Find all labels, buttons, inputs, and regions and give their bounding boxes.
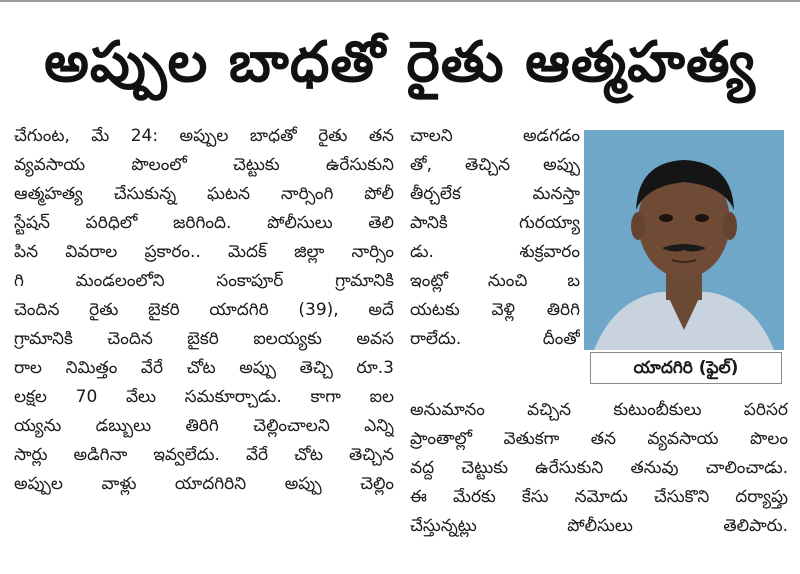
article-line: అనుమానం వచ్చిన కుటుంబీకులు పరిసర <box>410 400 788 420</box>
photo-caption: యాదగిరి (ఫైల్) <box>590 352 782 384</box>
article-line: పానికి గురయ్యా <box>410 213 580 233</box>
article-line: డు. శుక్రవారం <box>410 242 580 262</box>
top-rule <box>0 0 800 8</box>
article-line: ఈ మేరకు కేసు నమోదు చేసుకొని దర్యాప్తు <box>410 487 788 507</box>
article-line: లక్షల 70 వేలు సమకూర్చాడు. కాగా ఐల <box>14 387 394 407</box>
article-line: యటకు వెళ్లి తిరిగి <box>410 300 580 320</box>
article-line: ప్రాంతాల్లో వెతుకగా తన వ్యవసాయ పొలం <box>410 429 788 449</box>
article-line: చేస్తున్నట్లు పోలీసులు తెలిపారు. <box>410 516 788 536</box>
article-line: గి మండలంలోని సంకాపూర్ గ్రామానికి <box>14 271 394 291</box>
article-line: అప్పుల వాళ్లు యాదగిరిని అప్పు చెల్లిం <box>14 474 394 494</box>
portrait-illustration <box>584 130 784 350</box>
article-line: రాల నిమిత్తం వేరే చోట అప్పు తెచ్చి రూ.3 <box>14 358 394 378</box>
article-middle-column <box>410 122 580 354</box>
article-bottom-column <box>410 396 788 541</box>
article-line: చెందిన రైతు బైకరి యాదగిరి (39), అదే <box>14 300 394 320</box>
photo-frame <box>584 130 784 350</box>
headline: అప్పుల బాధతో రైతు ఆత్మహత్య <box>44 30 756 95</box>
farmer-photo <box>584 130 784 350</box>
article-line: య్యను డబ్బులు తిరిగి చెల్లించాలని ఎన్ని <box>14 416 394 436</box>
article-line: వద్ద చెట్టుకు ఉరేసుకుని తనువు చాలించాడు. <box>410 458 788 478</box>
article-line: చేగుంట, మే 24: అప్పుల బాధతో రైతు తన <box>14 126 394 146</box>
article-line: స్టేషన్ పరిధిలో జరిగింది. పోలీసులు తెలి <box>14 213 394 233</box>
article-line: రాలేదు. దీంతో <box>410 329 580 349</box>
article-line: వ్యవసాయ పొలంలో చెట్టుకు ఉరేసుకుని <box>14 155 394 175</box>
article-left-column <box>14 122 394 499</box>
article-line: సార్లు అడిగినా ఇవ్వలేదు. వేరే చోట తెచ్చిన <box>14 445 394 465</box>
article-line: ఇంట్లో నుంచి బ <box>410 271 580 291</box>
article-line: గ్రామానికి చెందిన బైకరి ఐలయ్యకు అవస <box>14 329 394 349</box>
article-line: తో, తెచ్చిన అప్పు <box>410 155 580 175</box>
article-line: చాలని అడగడం <box>410 126 580 146</box>
article-line: తీర్చలేక మనస్తా <box>410 184 580 204</box>
article-line: పిన వివరాల ప్రకారం.. మెదక్ జిల్లా నార్సిం <box>14 242 394 262</box>
article-line: ఆత్మహత్య చేసుకున్న ఘటన నార్సింగి పోలీ <box>14 184 394 204</box>
